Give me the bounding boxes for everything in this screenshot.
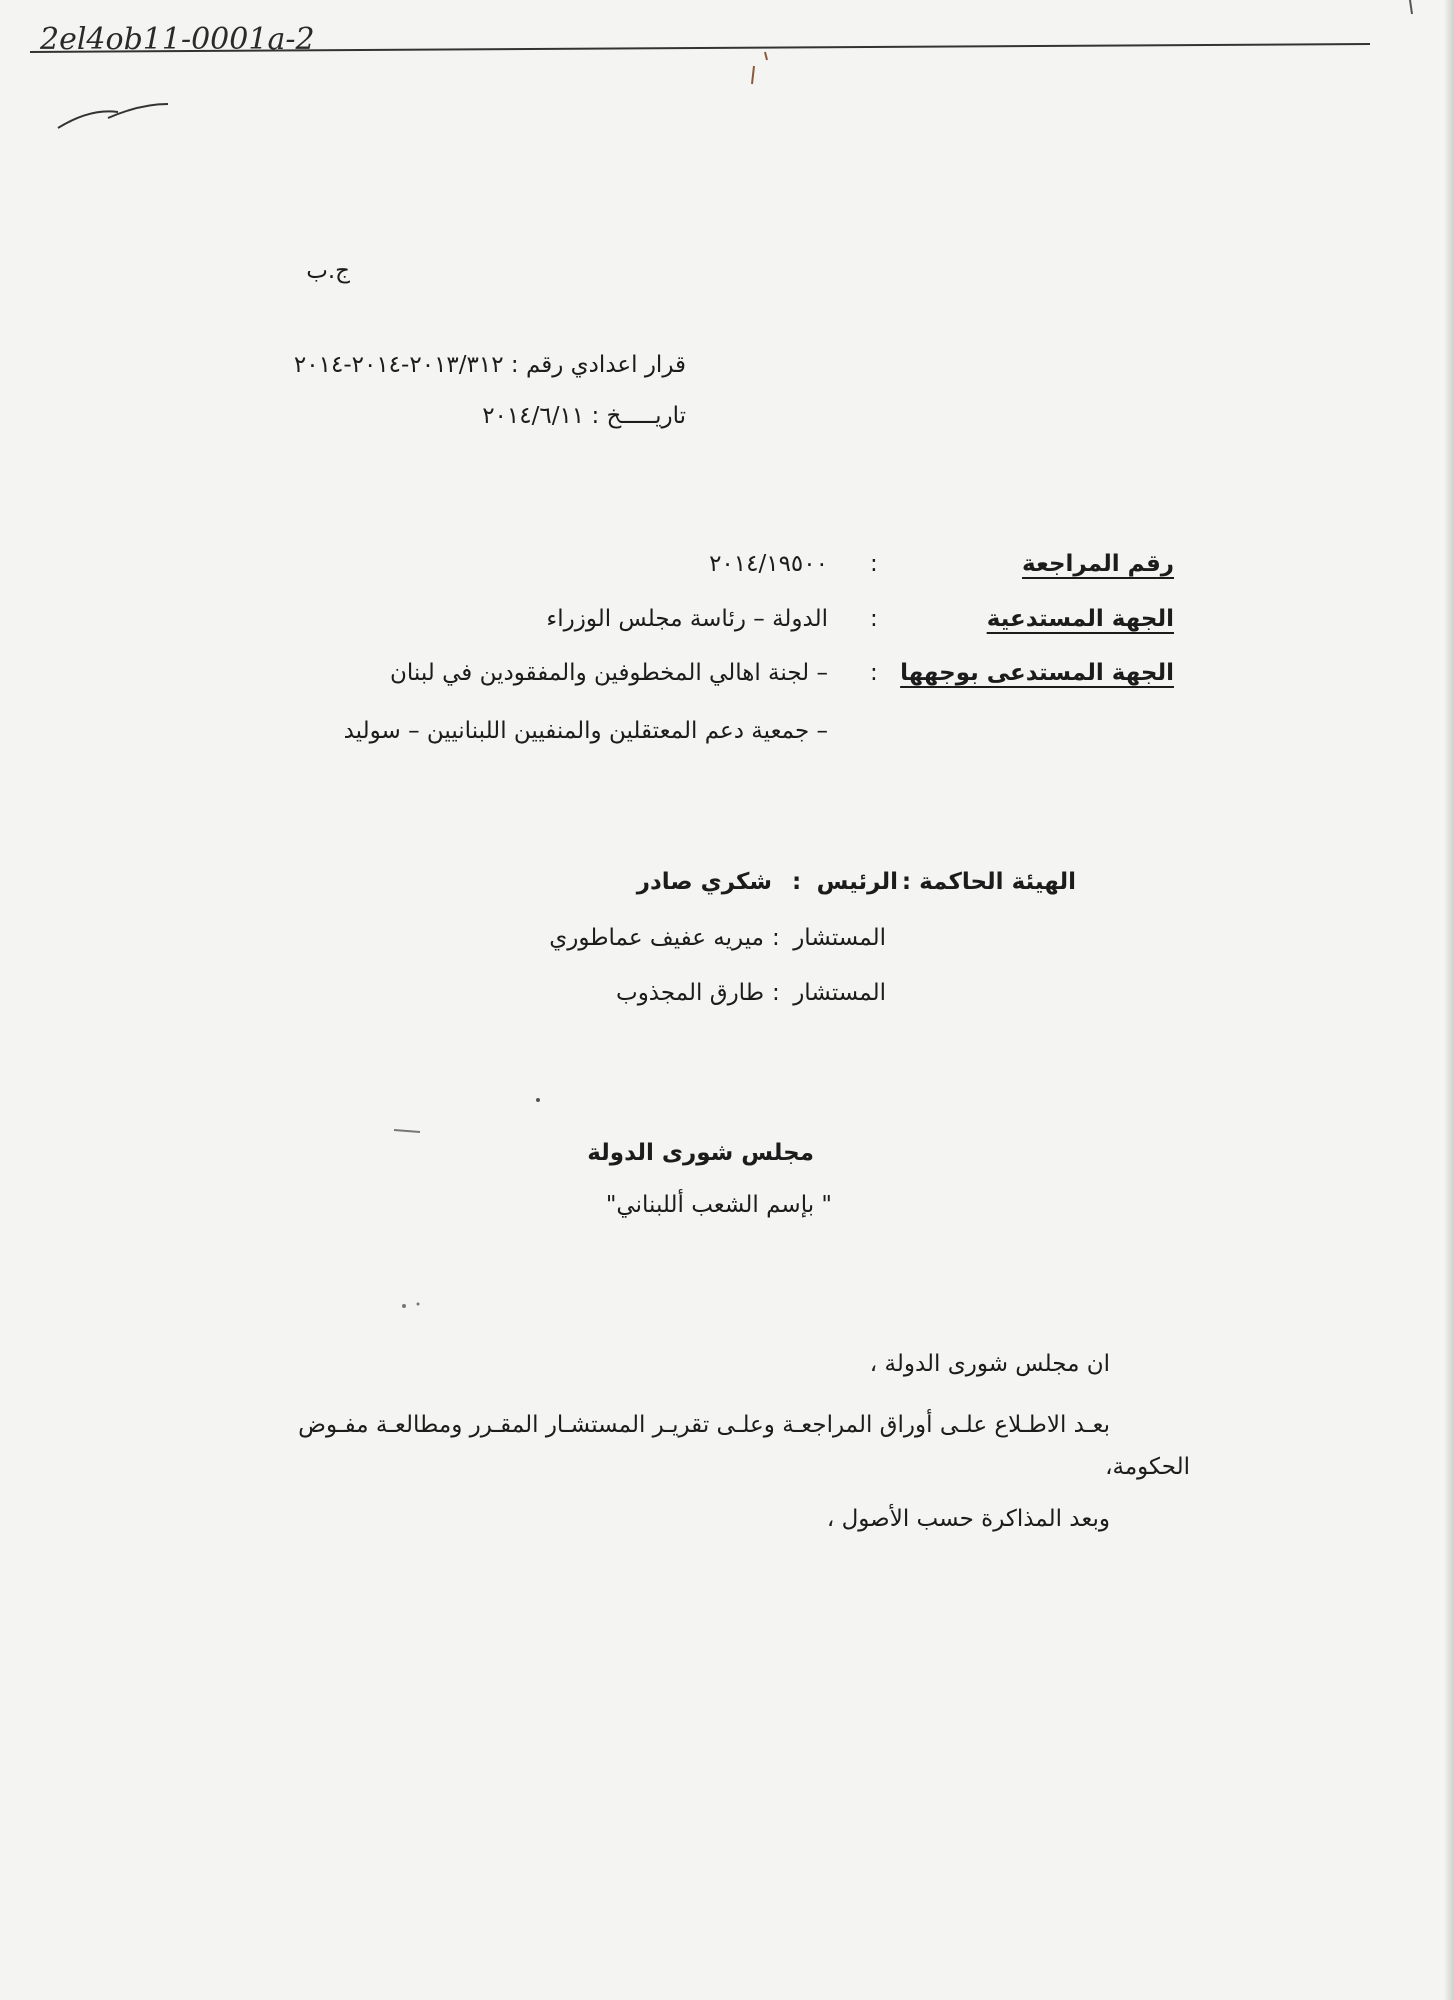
body-line-1: ان مجلس شورى الدولة ، bbox=[869, 1351, 1110, 1377]
respondent-label: الجهة المستدعى بوجهها bbox=[900, 660, 1174, 686]
counselor-1-role: المستشار bbox=[793, 925, 886, 951]
decision-number: قرار اعدادي رقم : ٢٠١٣/٣١٢-٢٠١٤-٢٠١٤ bbox=[293, 352, 686, 378]
scan-specks bbox=[0, 1090, 700, 1350]
panel-title: الهيئة الحاكمة : bbox=[901, 869, 1076, 895]
case-number-sep: : bbox=[870, 551, 878, 577]
counselor-2-role: المستشار bbox=[793, 980, 886, 1006]
president-sep: : bbox=[792, 869, 802, 895]
file-reference: 2el4ob11-0001a-2 bbox=[40, 22, 315, 57]
council-title: مجلس شورى الدولة bbox=[587, 1140, 814, 1166]
body-line-3: الحكومة، bbox=[1105, 1454, 1190, 1480]
petitioner-value: الدولة – رئاسة مجلس الوزراء bbox=[546, 606, 828, 632]
respondent-value-1: – لجنة اهالي المخطوفين والمفقودين في لبنان bbox=[390, 660, 828, 686]
case-number-label: رقم المراجعة bbox=[1022, 551, 1174, 577]
body-line-2: بعـد الاطـلاع علـى أوراق المراجعـة وعلـى تقريـر المستشـار المقـرر ومطالعـة مفـوض bbox=[298, 1412, 1110, 1438]
respondent-sep: : bbox=[870, 660, 878, 686]
body-line-4: وبعد المذاكرة حسب الأصول ، bbox=[826, 1506, 1110, 1532]
respondent-value-2: – جمعية دعم المعتقلين والمنفيين اللبنانيين – سوليد bbox=[343, 718, 828, 744]
counselor-1-sep: : bbox=[772, 925, 780, 951]
president-name: شكري صادر bbox=[636, 869, 772, 895]
council-subtitle: " بإسم الشعب أللبناني" bbox=[605, 1192, 832, 1218]
petitioner-label: الجهة المستدعية bbox=[986, 606, 1174, 632]
counselor-1-name: ميريه عفيف عماطوري bbox=[549, 925, 764, 951]
counselor-2-sep: : bbox=[772, 980, 780, 1006]
case-number-value: ٢٠١٤/١٩٥٠٠ bbox=[709, 551, 828, 577]
decision-date: تاريـــــخ : ٢٠١٤/٦/١١ bbox=[482, 403, 686, 429]
president-role: الرئيس bbox=[816, 869, 898, 895]
initials: ج.ب bbox=[306, 258, 350, 284]
petitioner-sep: : bbox=[870, 606, 878, 632]
scan-edge bbox=[1444, 0, 1454, 2000]
counselor-2-name: طارق المجذوب bbox=[616, 980, 764, 1006]
